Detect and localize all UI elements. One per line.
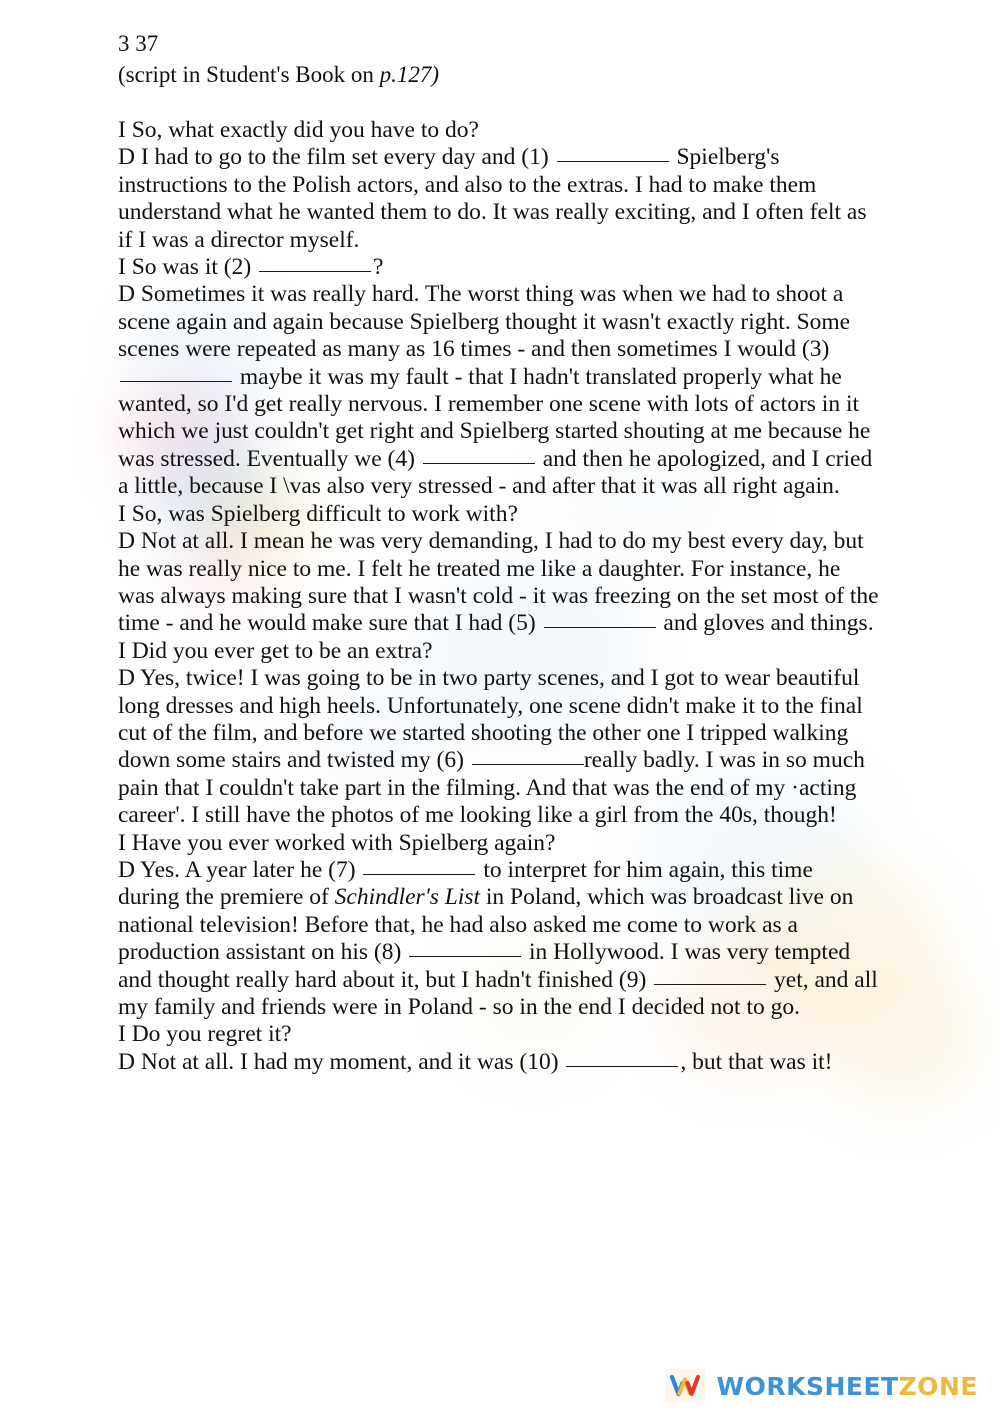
answer-blank-3[interactable] xyxy=(120,381,232,382)
turn-text: I So, was Spielberg difficult to work with? xyxy=(118,500,518,527)
worksheetzone-branding[interactable] xyxy=(665,1369,978,1403)
turn-text-before-blank: D Not at all. I mean he was very demanding, I had to do my best every day, but he was really nice to me. I felt he treated me like a daughter. For instance, he was always making sure that I wasn't cold - it was freezing on the set most of the time - and he would make sure that I had (5) xyxy=(118,528,879,637)
answer-blank-5[interactable] xyxy=(544,627,656,628)
turn-text-before-blank: D Yes. A year later he (7) xyxy=(118,856,356,883)
turn-text-before-blank: D Not at all. I had my moment, and it was (10) xyxy=(118,1048,559,1075)
turn-text-after-blank: and then he apologized, and I cried a little, because I \vas also very stressed - and after that it was all right again. xyxy=(118,445,873,500)
turn-text: I So, what exactly did you have to do? xyxy=(118,117,479,143)
answer-blank-7[interactable] xyxy=(363,874,475,875)
turn-text-after-blank: really badly. I was in so much pain that I couldn't take part in the filming. And that was the end of my ·acting career'. I still have the photos of me looking like a girl from the 40s, though! xyxy=(118,747,865,829)
student-book-page-reference: p.127) xyxy=(379,62,440,87)
turn-text-mid-2: in Poland, which was broadcast live on national television! Before that, he had also asked me come to work as a production assistant on his (8) xyxy=(118,884,854,966)
answer-blank-10[interactable] xyxy=(566,1066,678,1067)
transcript-line xyxy=(118,1021,880,1048)
turn-text: I Do you regret it? xyxy=(118,1021,292,1048)
answer-blank-1[interactable] xyxy=(557,161,669,162)
transcript-line xyxy=(118,857,880,1021)
turn-text-before-blank: D I had to go to the film set every day and (1) xyxy=(118,144,549,171)
transcript-line xyxy=(118,281,880,500)
answer-blank-2[interactable] xyxy=(259,271,371,272)
answer-blank-8[interactable] xyxy=(409,956,521,957)
turn-text-after-blank: yet, and all my family and friends were in Poland - so in the end I decided not to go. xyxy=(118,966,878,1020)
transcript-line xyxy=(118,638,880,665)
worksheetzone-wordmark xyxy=(716,1371,978,1401)
transcript-line xyxy=(118,144,880,254)
turn-text-after-blank: ? xyxy=(373,254,384,281)
transcript-line xyxy=(118,665,880,829)
turn-text-mid: to interpret for him again, this time during the premiere of xyxy=(118,856,813,911)
transcript-line xyxy=(118,501,880,528)
transcript-line xyxy=(118,1049,880,1076)
script-source-note xyxy=(118,59,880,90)
turn-text-mid-3: in Hollywood. I was very tempted and thought really hard about it, but I hadn't finished (9) xyxy=(118,939,851,993)
turn-text: I Did you ever get to be an extra? xyxy=(118,637,433,664)
film-title: Schindler's List xyxy=(334,884,481,911)
interview-transcript xyxy=(118,117,880,1076)
script-note-prefix: (script in Student's Book on xyxy=(118,62,380,87)
answer-blank-4[interactable] xyxy=(423,463,535,464)
transcript-line xyxy=(118,117,880,144)
document-header xyxy=(118,28,880,90)
transcript-line xyxy=(118,254,880,281)
turn-text: I Have you ever worked with Spielberg again? xyxy=(118,829,556,856)
turn-text-before-blank: D Sometimes it was really hard. The worst thing was when we had to shoot a scene again and again because Spielberg thought it wasn't exactly right. Some scenes were repeated as many as 16 times - and then sometimes I would (3) xyxy=(118,281,851,363)
brand-text-worksheet: WORKSHEET xyxy=(716,1371,899,1401)
transcript-line xyxy=(118,830,880,857)
worksheetzone-logo-icon xyxy=(665,1369,705,1403)
brand-text-zone: ZONE xyxy=(898,1371,978,1401)
turn-text-after-blank: and gloves and things. xyxy=(663,610,874,637)
turn-text-after-blank: Spielberg's instructions to the Polish actors, and also to the extras. I had to make them understand what he wanted them to do. It was really exciting, and I often felt as if I was a director myself. xyxy=(118,144,867,253)
answer-blank-6[interactable] xyxy=(472,764,584,765)
turn-text-before-blank: I So was it (2) xyxy=(118,254,252,281)
turn-text-mid: maybe it was my fault - that I hadn't translated properly what he wanted, so I'd get really nervous. I remember one scene with lots of actors in it which we just couldn't get right and Spielberg started shouting at me because he was stressed. Eventually we (4) xyxy=(118,363,871,472)
transcript-line xyxy=(118,528,880,638)
answer-blank-9[interactable] xyxy=(654,984,766,985)
exercise-reference-number: 3 37 xyxy=(118,31,159,56)
turn-text-before-blank: D Yes, twice! I was going to be in two party scenes, and I got to wear beautiful long dresses and high heels. Unfortunately, one scene didn't make it to the final cut of the film, and before we started shooting the other one I tripped walking down some stairs and twisted my (6) xyxy=(118,665,863,774)
turn-text-after-blank: , but that was it! xyxy=(680,1048,833,1075)
